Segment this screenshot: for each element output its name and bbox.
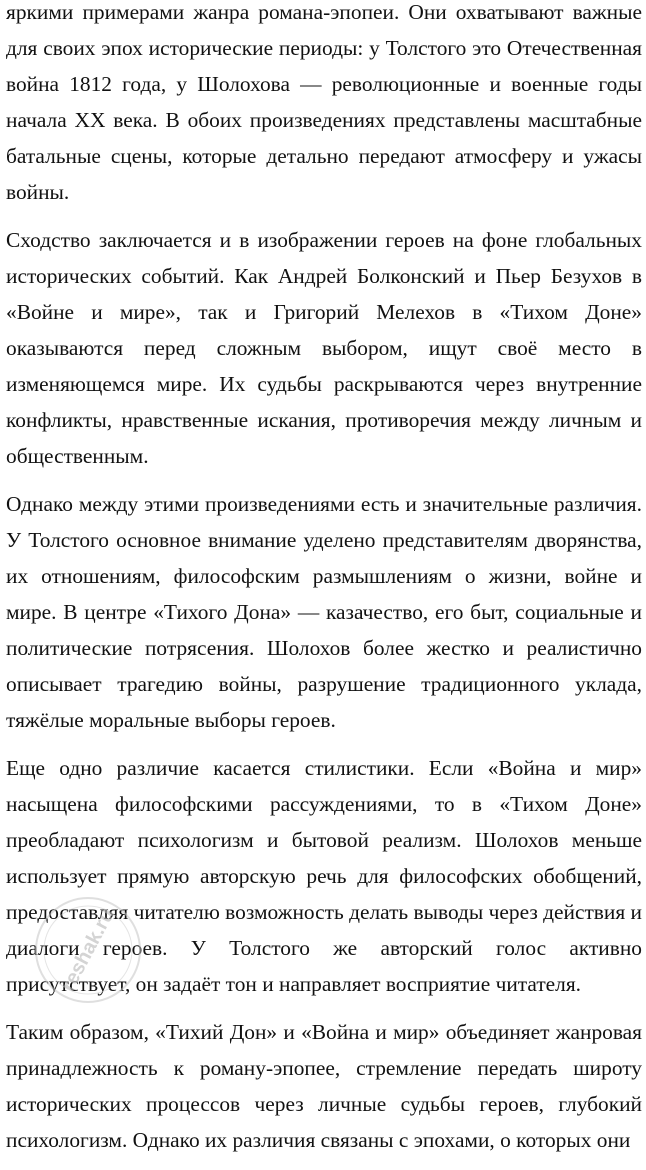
document-body	[6, 0, 642, 1170]
watermark-text: reshak.ru	[57, 905, 119, 995]
paragraph-3: Однако между этими произведениями есть и значительные различия. У Толстого основное внимание уделено представителям дворянства, их отношениям, философским размышлениям о жизни, войне и мире. В центре «Тихого Дона» — казачество, его быт, социальные и политические потрясения. Шолохов более жестко и реалистично описывает трагедию войны, разрушение традиционного уклада, тяжёлые моральные выборы героев.	[6, 492, 642, 732]
paragraph-2: Сходство заключается и в изображении героев на фоне глобальных исторических событий. Как Андрей Болконский и Пьер Безухов в «Войне и мире», так и Григорий Мелехов в «Тихом Доне» оказываются перед сложным выбором, ищут своё место в изменяющемся мире. Их судьбы раскрываются через внутренние конфликты, нравственные искания, противоречия между личным и общественным.	[6, 228, 642, 468]
paragraph-1: яркими примерами жанра романа-эпопеи. Они охватывают важные для своих эпох исторические периоды: у Толстого это Отечественная война 1812 года, у Шолохова — революционные и военные годы начала XX века. В обоих произведениях представлены масштабные батальные сцены, которые детально передают атмосферу и ужасы войны.	[6, 0, 642, 204]
paragraph-5: Таким образом, «Тихий Дон» и «Война и мир» объединяет жанровая принадлежность к роману-эпопее, стремление передать широту исторических процессов через личные судьбы героев, глубокий психологизм. Однако их различия связаны с эпохами, о которых они	[6, 1020, 642, 1152]
paragraph-4: Еще одно различие касается стилистики. Если «Война и мир» насыщена философскими рассуждениями, то в «Тихом Доне» преобладают психологизм и бытовой реализм. Шолохов меньше использует прямую авторскую речь для философских обобщений, предоставляя читателю возможность делать выводы через действия и диалоги героев. У Толстого же авторский голос активно присутствует, он задаёт тон и направляет восприятие читателя.	[6, 756, 642, 996]
